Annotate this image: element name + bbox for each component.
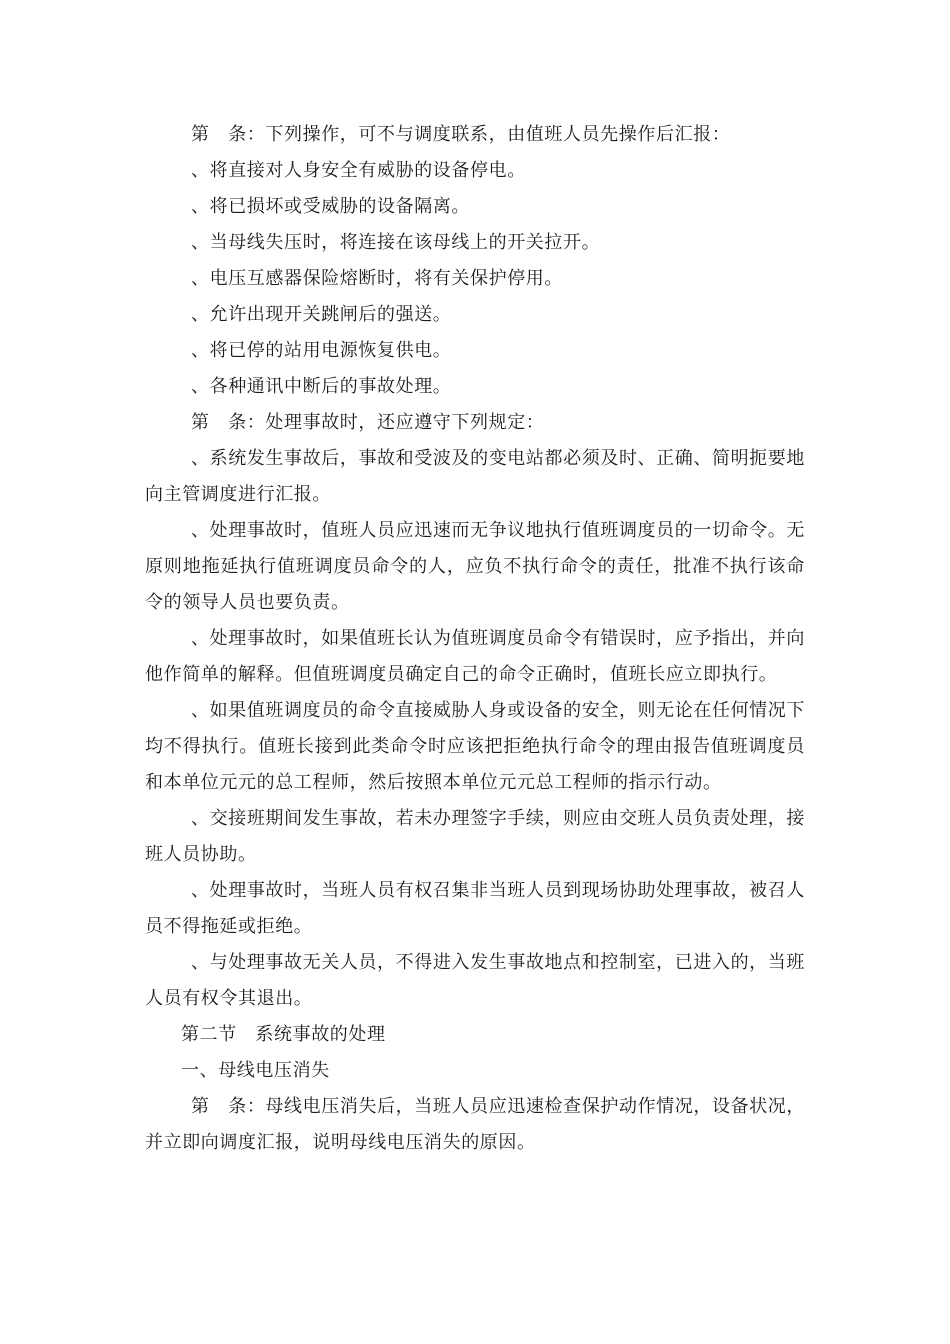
list-item: 、处理事故时，值班人员应迅速而无争议地执行值班调度员的一切命令。无原则地拖延执行值班调度员命令的人，应负不执行命令的责任，批准不执行该命令的领导人员也要负责。 <box>145 520 805 613</box>
list-item: 、电压互感器保险熔断时，将有关保护停用。 <box>191 268 563 289</box>
list-item: 、各种通讯中断后的事故处理。 <box>191 376 452 397</box>
list-item: 、交接班期间发生事故，若未办理签字手续，则应由交班人员负责处理，接班人员协助。 <box>145 808 805 865</box>
list-item: 、如果值班调度员的命令直接威胁人身或设备的安全，则无论在任何情况下均不得执行。值班长接到此类命令时应该把拒绝执行命令的理由报告值班调度员和本单位元元的总工程师，然后按照本单位元元总工程师的指示行动。 <box>145 700 805 793</box>
list-item: 、当母线失压时，将连接在该母线上的开关拉开。 <box>191 232 601 253</box>
subsection-heading: 一、母线电压消失 <box>181 1060 330 1081</box>
article-rules-heading: 第 条：处理事故时，还应遵守下列规定： <box>191 412 545 433</box>
list-item: 、将已损坏或受威胁的设备隔离。 <box>191 196 470 217</box>
section-heading: 第二节 系统事故的处理 <box>181 1024 386 1045</box>
list-item: 、与处理事故无关人员，不得进入发生事故地点和控制室，已进入的，当班人员有权令其退出。 <box>145 952 805 1009</box>
list-item: 、将直接对人身安全有威胁的设备停电。 <box>191 160 526 181</box>
article-operations-heading: 第 条：下列操作，可不与调度联系，由值班人员先操作后汇报： <box>191 124 731 145</box>
list-item: 、将已停的站用电源恢复供电。 <box>191 340 452 361</box>
article-busbar-voltage-loss: 第 条：母线电压消失后，当班人员应迅速检查保护动作情况，设备状况，并立即向调度汇报，说明母线电压消失的原因。 <box>145 1096 805 1153</box>
list-item: 、处理事故时，当班人员有权召集非当班人员到现场协助处理事故，被召人员不得拖延或拒绝。 <box>145 880 805 937</box>
list-item: 、处理事故时，如果值班长认为值班调度员命令有错误时，应予指出，并向他作简单的解释。但值班调度员确定自己的命令正确时，值班长应立即执行。 <box>145 628 805 685</box>
list-item: 、系统发生事故后，事故和受波及的变电站都必须及时、正确、简明扼要地向主管调度进行汇报。 <box>145 448 805 505</box>
list-item: 、允许出现开关跳闸后的强送。 <box>191 304 452 325</box>
document-body <box>145 117 805 1161</box>
